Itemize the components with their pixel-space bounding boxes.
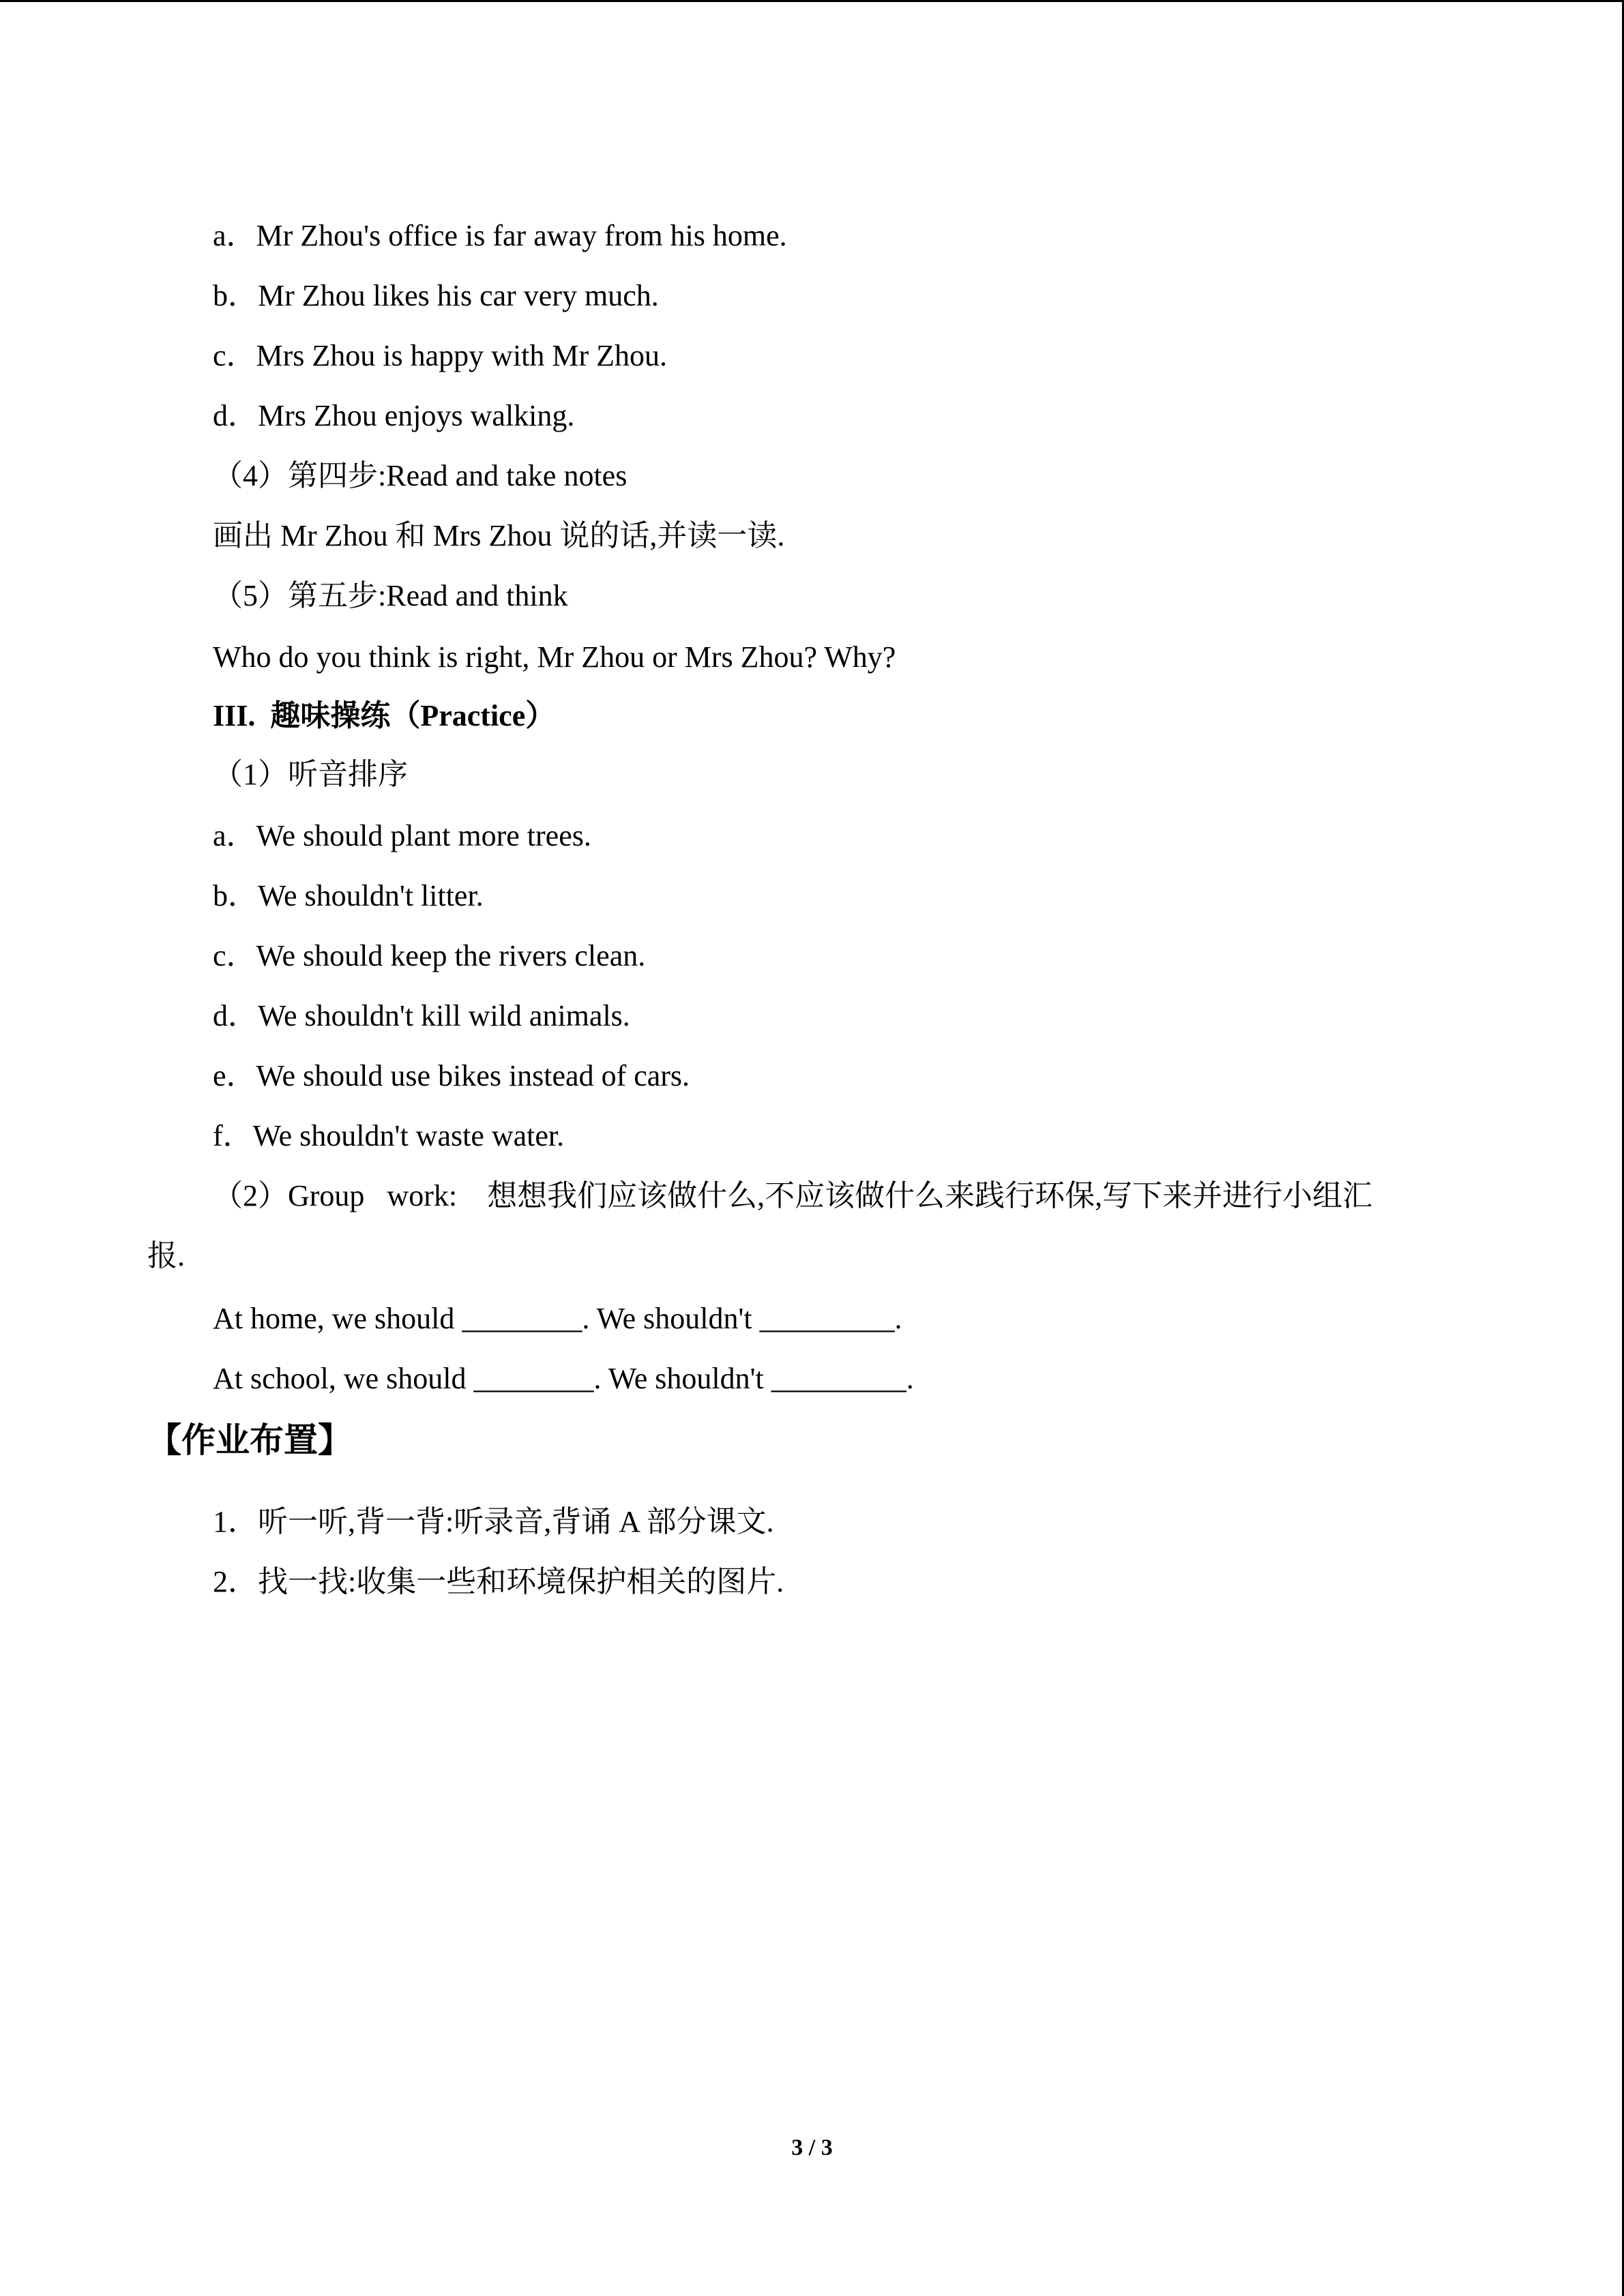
step4-instruction: 画出 Mr Zhou 和 Mrs Zhou 说的话,并读一读. <box>213 519 785 552</box>
fill-in-school: At school, we should ________. We shouldn't _________. <box>213 1362 914 1395</box>
statement-b: b．Mr Zhou likes his car very much. <box>213 279 659 312</box>
practice-1-heading: （1）听音排序 <box>213 758 408 791</box>
homework-title: 【作业布置】 <box>147 1420 352 1460</box>
practice-item-f: f．We shouldn't waste water. <box>213 1119 565 1152</box>
section-practice-heading: III. 趣味操练（Practice） <box>213 699 556 732</box>
homework-item-2: 2．找一找:收集一些和环境保护相关的图片. <box>213 1565 784 1598</box>
homework-item-1: 1．听一听,背一背:听录音,背诵 A 部分课文. <box>213 1505 774 1538</box>
step5-heading: （5）第五步:Read and think <box>213 579 568 612</box>
practice-item-c: c．We should keep the rivers clean. <box>213 939 646 972</box>
practice-item-b: b．We shouldn't litter. <box>213 879 484 912</box>
page-number: 3 / 3 <box>791 2135 833 2160</box>
practice-item-e: e．We should use bikes instead of cars. <box>213 1059 690 1092</box>
practice-item-a: a．We should plant more trees. <box>213 819 591 852</box>
statement-c: c．Mrs Zhou is happy with Mr Zhou. <box>213 339 668 372</box>
step5-question: Who do you think is right, Mr Zhou or Mrs Zhou? Why? <box>213 640 896 674</box>
practice-2-heading: （2）Group work: 想想我们应该做什么,不应该做什么来践行环保,写下来并进行小组汇 <box>213 1179 1373 1212</box>
practice-item-d: d．We shouldn't kill wild animals. <box>213 999 630 1032</box>
fill-in-home: At home, we should ________. We shouldn't _________. <box>213 1302 902 1335</box>
page-border-top <box>0 0 1624 2</box>
statement-d: d．Mrs Zhou enjoys walking. <box>213 399 575 432</box>
statement-a: a．Mr Zhou's office is far away from his home. <box>213 219 787 252</box>
step4-heading: （4）第四步:Read and take notes <box>213 459 628 492</box>
practice-2-continuation: 报. <box>147 1239 185 1272</box>
